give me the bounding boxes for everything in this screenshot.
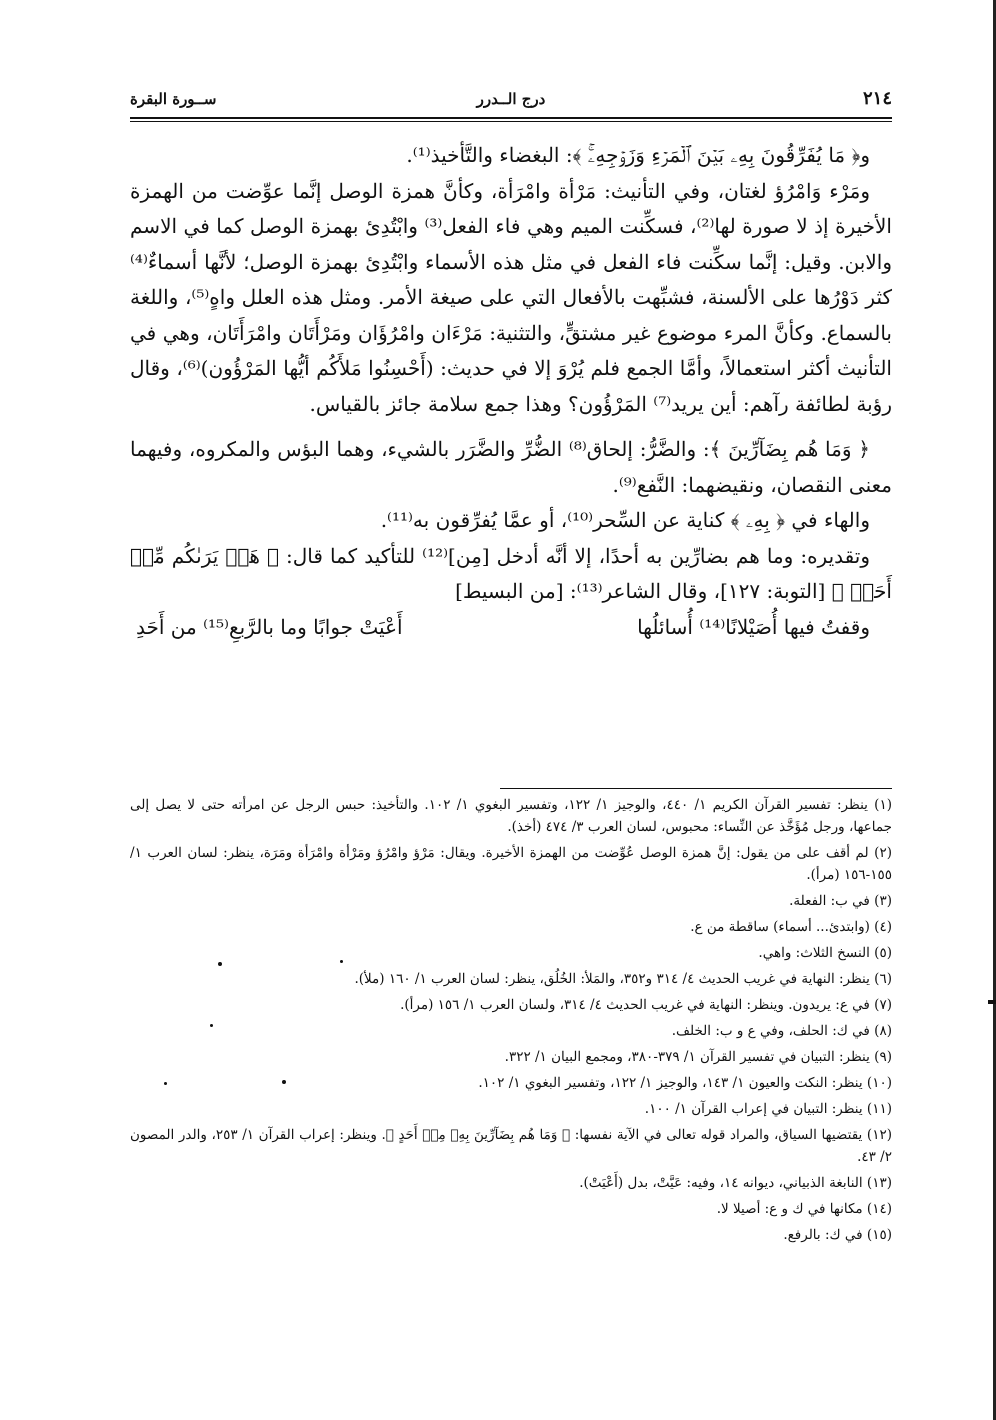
paragraph-2: ومَرْء وَامْرُؤ لغتان، وفي التأنيث: مَرْأة وامْرَأة، وكأنَّ همزة الوصل إنَّما عوِّضت من الهمزة الأخيرة إذ لا صورة لها⁽²⁾، فسكِّنت الميم وهي فاء الفعل⁽³⁾ وابْتُدِئ بهمزة الوصل كما في الاسم والابن. وقيل: إنَّما سكِّنت فاء الفعل في مثل هذه الأسماء وابْتُدِئ بهمزة الوصل؛ لأنَّها أسماءٌ⁽⁴⁾ كثر دَوْرُها على الألسنة، فشبِّهت بالأفعال التي على صيغة الأمر. ومثل هذه العلل واهٍ⁽⁵⁾، واللغة بالسماع. وكأنَّ المرء موضوع غير مشتقٍّ، والتثنية: مَرْءَان وامْرُؤَان ومَرْأَتَان وامْرَأَتَان، وهي في التأنيث أكثر استعمالاً، وأمَّا الجمع فلم يُرْوَ إلا في حديث: (أَحْسِنُوا مَلأَكُم أيُّها المَرْؤُون)⁽⁶⁾، وقال رؤبة لطائفة رآهم: أين يريد⁽⁷⁾ المَرْؤُون؟ وهذا جمع سلامة جائز بالقياس. (130, 178, 893, 416)
footnote-1: (١) ينظر: تفسير القرآن الكريم ١/ ٤٤٠، والوجيز ١/ ١٢٢، وتفسير البغوي ١/ ١٠٢. والتأخيذ: حبس الرجل عن امرأته حتى لا يصل إلى جماعها، ورجل مُؤَخَّذ عن النِّساء: محبوس، لسان العرب ٣/ ٤٧٤ (أخذ). (130, 797, 892, 835)
scan-speck (340, 960, 343, 963)
footnote-3: (٣) في ب: الفعلة. (789, 893, 892, 909)
scan-speck (164, 1082, 167, 1085)
surah-name: ســورة البقرة (130, 90, 217, 108)
footnote-8: (٨) في ك: الحلف، وفي ع و ب: الخلف. (671, 1023, 892, 1039)
running-header (130, 88, 892, 114)
scan-speck (282, 1080, 286, 1084)
paragraph-1: و﴿ مَا يُفَرِّقُونَ بِهِۦ بَيۡنَ ٱلۡمَرۡءِ وَزَوۡجِهِۦۚ ﴾: البغضاء والتَّأخيذ⁽¹⁾. (406, 143, 870, 167)
footnotes (130, 794, 892, 1250)
footnote-6: (٦) ينظر: النهاية في غريب الحديث ٤/ ٣١٤ و٣٥٢، والمَلأ: الخُلُق، ينظر: لسان العرب ١/ ١٦٠ (ملأ). (354, 971, 892, 987)
page-number: ٢١٤ (862, 88, 892, 109)
footnote-10: (١٠) ينظر: النكت والعيون ١/ ١٤٣، والوجيز ١/ ١٢٢، وتفسير البغوي ١/ ١٠٢. (478, 1075, 892, 1091)
footnote-5: (٥) النسخ الثلاث: واهي. (758, 945, 892, 961)
poetry-verse (130, 610, 892, 646)
paragraph-3: ﴿ وَمَا هُم بِضَآرِّينَ ﴾: والضَّرُّ: إلحاق⁽⁸⁾ الضُّرِّ والضَّرَر بالشيء، وهما البؤس والمكروه، وفيهما معنى النقصان، ونقيضهما: النَّفع⁽⁹⁾. (130, 437, 892, 497)
footnote-11: (١١) ينظر: التبيان في إعراب القرآن ١/ ١٠٠. (644, 1101, 892, 1117)
scan-speck (218, 962, 222, 966)
header-rule (130, 117, 892, 122)
main-text (130, 138, 892, 646)
footnote-12: (١٢) يقتضيها السياق، والمراد قوله تعالى في الآية نفسها: ﴿ وَمَا هُم بِضَآرِّينَ بِهِۦ مِنۡ أَحَدٍ ﴾. وينظر: إعراب القرآن ١/ ٢٥٣، والدر المصون ٢/ ٤٣. (130, 1127, 892, 1165)
verse-second-hemistich: أَعْيَتْ جوابًا وما بالرَّبعِ⁽¹⁵⁾ من أَحَدِ (136, 614, 403, 639)
page-edge-mark (988, 1000, 996, 1004)
paragraph-5: وتقديره: وما هم بضارِّين به أحدًا، إلا أنَّه أدخل [مِن]⁽¹²⁾ للتأكيد كما قال: ﴿ هَلۡ يَرَىٰكُم مِّنۡ أَحَدٖ ﴾ [التوبة: ١٢٧]، وقال الشاعر⁽¹³⁾: [من البسيط] (130, 543, 892, 603)
footnote-9: (٩) ينظر: التبيان في تفسير القرآن ١/ ٣٧٩-٣٨٠، ومجمع البيان ١/ ٣٢٢. (504, 1049, 892, 1065)
footnote-2: (٢) لم أقف على من يقول: إنَّ همزة الوصل عُوِّضت من الهمزة الأخيرة. ويقال: مَرْؤ وامْرُؤ ومَرْأة وامْرَأة ومَرَة، ينظر: لسان العرب ١/ ١٥٥-١٥٦ (مرأ). (130, 845, 892, 883)
footnote-separator (500, 788, 892, 789)
book-title: درج الــدرر (476, 90, 546, 108)
footnote-14: (١٤) مكانها في ك و ع: أصيلا لا. (716, 1201, 892, 1217)
verse-first-hemistich: وقفتُ فيها أُصَيْلانًا⁽¹⁴⁾ أُسائلُها (637, 614, 870, 639)
footnote-4: (٤) (وابتدئ... أسماء) ساقطة من ع. (690, 919, 892, 935)
footnote-7: (٧) في ع: يريدون. وينظر: النهاية في غريب الحديث ٤/ ٣١٤، ولسان العرب ١/ ١٥٦ (مرأ). (400, 997, 892, 1013)
footnote-13: (١٣) النابغة الذبياني، ديوانه ١٤، وفيه: عَيَّتْ، بدل (أَعْيَتْ). (579, 1175, 892, 1191)
scan-speck (210, 1024, 213, 1027)
paragraph-4: والهاء في ﴿ بِهِۦ ﴾ كناية عن السِّحر⁽¹⁰⁾، أو عمَّا يُفرِّقون به⁽¹¹⁾. (380, 508, 870, 532)
footnote-15: (١٥) في ك: بالرفع. (783, 1227, 892, 1243)
